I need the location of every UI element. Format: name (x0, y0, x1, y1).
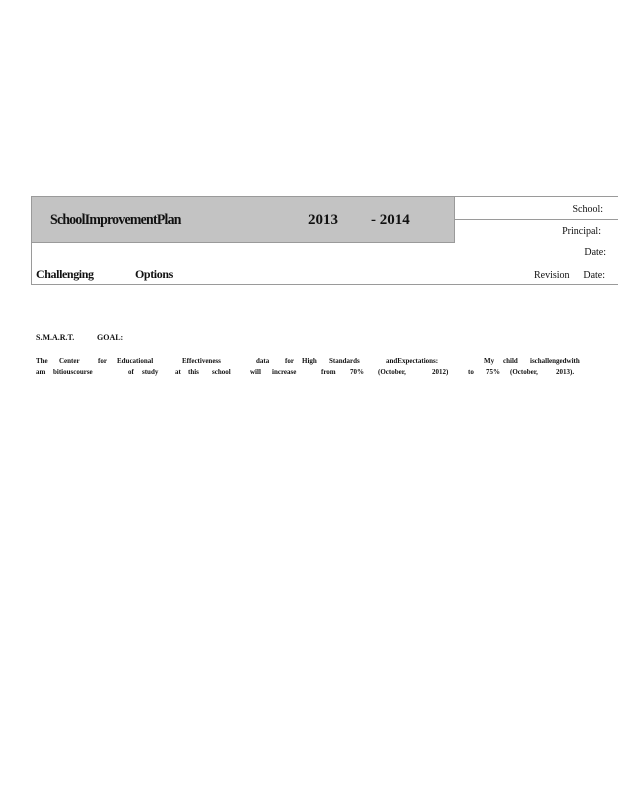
revision-date-label: Date: (583, 270, 605, 281)
year-end: - 2014 (371, 212, 410, 228)
plan-header (31, 196, 618, 285)
goal-word: ischallengedwith (530, 357, 580, 365)
goal-word: Effectiveness (182, 357, 221, 365)
goal-word: bitiouscourse (53, 368, 93, 376)
info-box (454, 196, 618, 242)
principal-label: Principal: (562, 226, 601, 237)
goal-word: 70% (350, 368, 364, 376)
goal-word: child (503, 357, 518, 365)
goal-word: school (212, 368, 231, 376)
goal-word: this (188, 368, 199, 376)
goal-word: study (142, 368, 159, 376)
goal-word: from (321, 368, 336, 376)
goal-word: will (250, 368, 261, 376)
plan-title: SchoolImprovementPlan (50, 212, 181, 228)
date-label: Date: (584, 247, 606, 258)
goal-word: (October, (510, 368, 538, 376)
goal-word: High (302, 357, 317, 365)
title-band (32, 196, 455, 243)
goal-word: for (285, 357, 294, 365)
options-label: Options (135, 267, 173, 281)
goal-word: andExpectations: (386, 357, 439, 365)
goal-word: data (256, 357, 270, 365)
goal-word: Educational (117, 357, 154, 365)
goal-word: 2013). (556, 368, 575, 376)
info-divider (454, 219, 618, 220)
goal-word: Center (59, 357, 80, 365)
goal-word: at (175, 368, 181, 376)
goal-word: The (36, 357, 48, 365)
goal-word: (October, (378, 368, 406, 376)
goal-word: am (36, 368, 46, 376)
goal-word: 2012) (432, 368, 449, 376)
smart-label: S.M.A.R.T. (36, 333, 75, 342)
goal-word: for (98, 357, 107, 365)
goal-word: My (484, 357, 495, 365)
goal-word: 75% (486, 368, 500, 376)
goal-word: to (468, 368, 474, 376)
goal-word: of (128, 368, 134, 376)
year-start: 2013 (308, 212, 338, 228)
revision-label: Revision (534, 270, 570, 281)
goal-word: increase (272, 368, 297, 376)
school-label: School: (572, 204, 603, 215)
goal-word: Standards (329, 357, 360, 365)
challenging-label: Challenging (36, 267, 94, 281)
goal-label: GOAL: (97, 333, 124, 342)
